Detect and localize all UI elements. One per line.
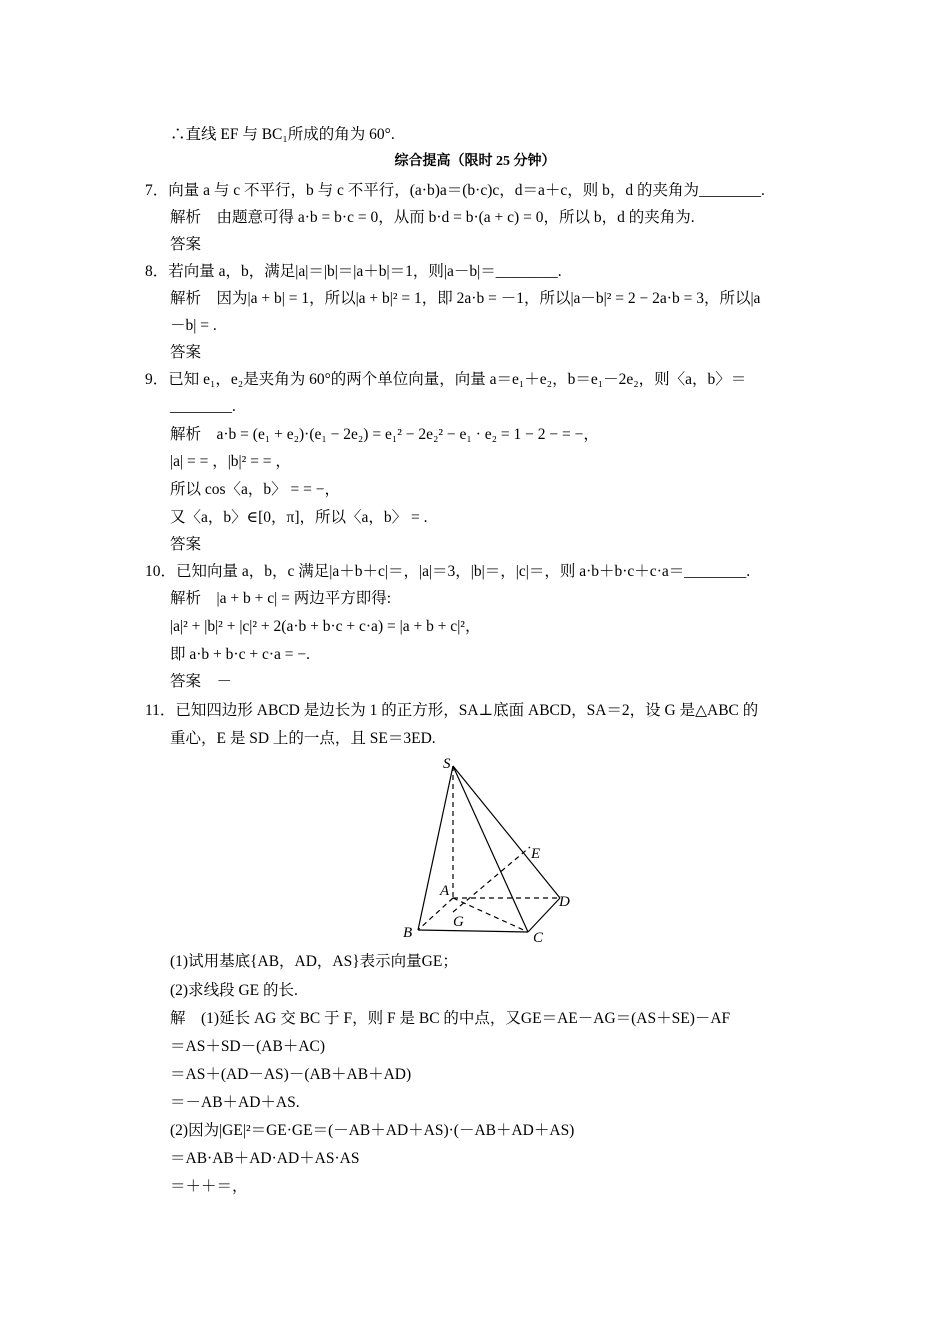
- text-line-l12: |a| = = ，|b|² = = ，: [170, 453, 291, 470]
- text-line-l5: 8．若向量 a，b，满足|a|＝|b|＝|a＋b|＝1，则|a－b|＝________.: [145, 263, 562, 280]
- text-line-l22: 重心，E 是 SD 上的一点，且 SE＝3ED.: [170, 730, 436, 747]
- text-line-l6: 解析 因为|a + b| = 1，所以|a + b|² = 1，即 2a·b = －1，所以|a－b|² = 2 − 2a·b = 3，所以|a: [170, 290, 761, 307]
- text-line-l30: ＝AB·AB＋AD·AD＋AS·AS: [170, 1150, 360, 1167]
- text-line-l21: 11．已知四边形 ABCD 是边长为 1 的正方形，SA⊥底面 ABCD，SA＝2，设 G 是△ABC 的: [145, 702, 759, 719]
- text-line-l25: 解 (1)延长 AG 交 BC 于 F，则 F 是 BC 的中点，又GE＝AE－AG＝(AS＋SE)－AF: [170, 1010, 731, 1027]
- label-E: E: [531, 846, 541, 862]
- text-line-l16: 10．已知向量 a，b，c 满足|a＋b＋c|＝，|a|＝3，|b|＝，|c|＝，则 a·b＋b·c＋c·a＝________.: [145, 563, 751, 580]
- edge-CD: [528, 898, 560, 932]
- text-line-l20: 答案 －: [170, 673, 233, 690]
- text-line-l23: (1)试用基底{AB，AD，AS}表示向量GE；: [170, 953, 458, 970]
- text-line-l27: ＝AS＋(AD－AS)－(AB＋AB＋AD): [170, 1066, 412, 1083]
- text-line-l13: 所以 cos〈a，b〉 = = −，: [170, 481, 341, 498]
- edge-SB: [418, 766, 453, 930]
- label-C: C: [533, 930, 544, 946]
- text-line-l7: －b| = .: [170, 317, 217, 334]
- edge-SD: [453, 766, 560, 898]
- label-D: D: [559, 894, 570, 910]
- edge-SC: [453, 766, 528, 932]
- text-line-l0: ∴直线 EF 与 BC₁所成的角为 60°.: [170, 126, 395, 143]
- text-line-l29: (2)因为|GE|²＝GE·GE＝(－AB＋AD＋AS)·(－AB＋AD＋AS): [170, 1122, 575, 1139]
- text-line-l15: 答案: [170, 536, 202, 553]
- text-line-l10: ________.: [170, 398, 236, 415]
- text-line-l26: ＝AS＋SD－(AB＋AC): [170, 1038, 326, 1055]
- label-S: S: [443, 756, 451, 772]
- text-line-l18: |a|² + |b|² + |c|² + 2(a·b + b·c + c·a) = |a + b + c|²，: [170, 618, 481, 635]
- text-line-l17: 解析 |a + b + c| = 两边平方即得:: [170, 590, 391, 607]
- text-line-l28: ＝－AB＋AD＋AS.: [170, 1094, 300, 1111]
- pyramid-figure: [395, 752, 585, 947]
- label-G: G: [453, 914, 464, 930]
- label-B: B: [403, 925, 413, 941]
- text-line-l9: 9．已知 e₁，e₂是夹角为 60°的两个单位向量，向量 a＝e₁＋e₂，b＝e₁－2e₂，则〈a，b〉＝: [145, 371, 747, 388]
- label-A: A: [440, 883, 450, 899]
- text-line-l8: 答案: [170, 344, 202, 361]
- segment-GE: [453, 847, 530, 912]
- text-line-l11: 解析 a·b = (e₁ + e₂)·(e₁ − 2e₂) = e₁² − 2e₂² − e₁ · e₂ = 1 − 2 − = −，: [170, 426, 599, 443]
- text-line-l2: 7．向量 a 与 c 不平行，b 与 c 不平行，(a·b)a＝(b·c)c，d＝a＋c，则 b，d 的夹角为________.: [145, 182, 765, 199]
- text-line-l31: ＝＋＋＝，: [170, 1178, 248, 1195]
- edge-AC: [453, 898, 528, 932]
- text-line-l3: 解析 由题意可得 a·b = b·c = 0，从而 b·d = b·(a + c) = 0，所以 b，d 的夹角为.: [170, 209, 695, 226]
- section-title: 综合提高（限时 25 分钟）: [394, 154, 556, 169]
- text-line-l14: 又〈a，b〉∈[0，π]，所以〈a，b〉 = .: [170, 509, 428, 526]
- text-line-l24: (2)求线段 GE 的长.: [170, 982, 298, 999]
- text-line-l19: 即 a·b + b·c + c·a = −.: [170, 646, 310, 663]
- edge-BC: [418, 930, 528, 932]
- text-line-l4: 答案: [170, 236, 202, 253]
